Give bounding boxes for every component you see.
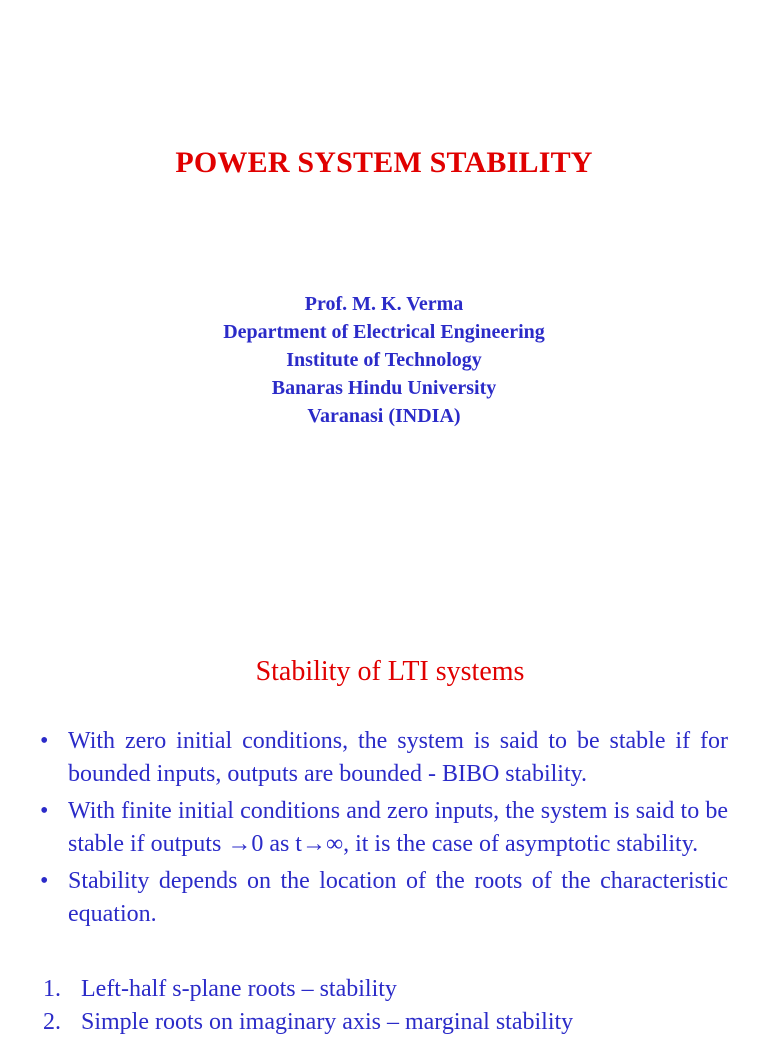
item-number: 1.: [43, 976, 61, 1002]
author-name: Prof. M. K. Verma: [304, 293, 464, 315]
author-university: Banaras Hindu University: [271, 377, 497, 399]
bullet-item: [40, 795, 728, 861]
presentation-title: POWER SYSTEM STABILITY: [175, 146, 593, 179]
numbered-item: [43, 1006, 728, 1039]
bullet-marker: •: [40, 798, 49, 824]
bullet-marker: •: [40, 728, 49, 754]
bullet-text: Stability depends on the location of the roots of the characteristic equation.: [68, 868, 728, 927]
bullet-marker: •: [40, 868, 49, 894]
author-block: [0, 290, 768, 430]
numbered-list: [43, 973, 728, 1039]
bullet-list: [40, 725, 728, 935]
slide-stability-lti: [0, 600, 768, 1035]
item-text: Left-half s-plane roots – stability: [81, 976, 397, 1002]
author-department: Department of Electrical Engineering: [223, 321, 545, 343]
bullet-item: [40, 865, 728, 931]
numbered-item: [43, 973, 728, 1006]
author-location: Varanasi (INDIA): [307, 405, 461, 427]
slide-heading: Stability of LTI systems: [255, 656, 525, 687]
bullet-text: With finite initial conditions and zero inputs, the system is said to be stable if outputs →0 as t→∞, it is the case of asymptotic stability.: [68, 798, 728, 857]
item-text: Simple roots on imaginary axis – marginal stability: [81, 1009, 574, 1035]
bullet-text: With zero initial conditions, the system is said to be stable if for bounded inputs, outputs are bounded - BIBO stability.: [68, 728, 728, 787]
item-number: 2.: [43, 1009, 61, 1035]
author-institute: Institute of Technology: [286, 349, 482, 371]
bullet-item: [40, 725, 728, 791]
